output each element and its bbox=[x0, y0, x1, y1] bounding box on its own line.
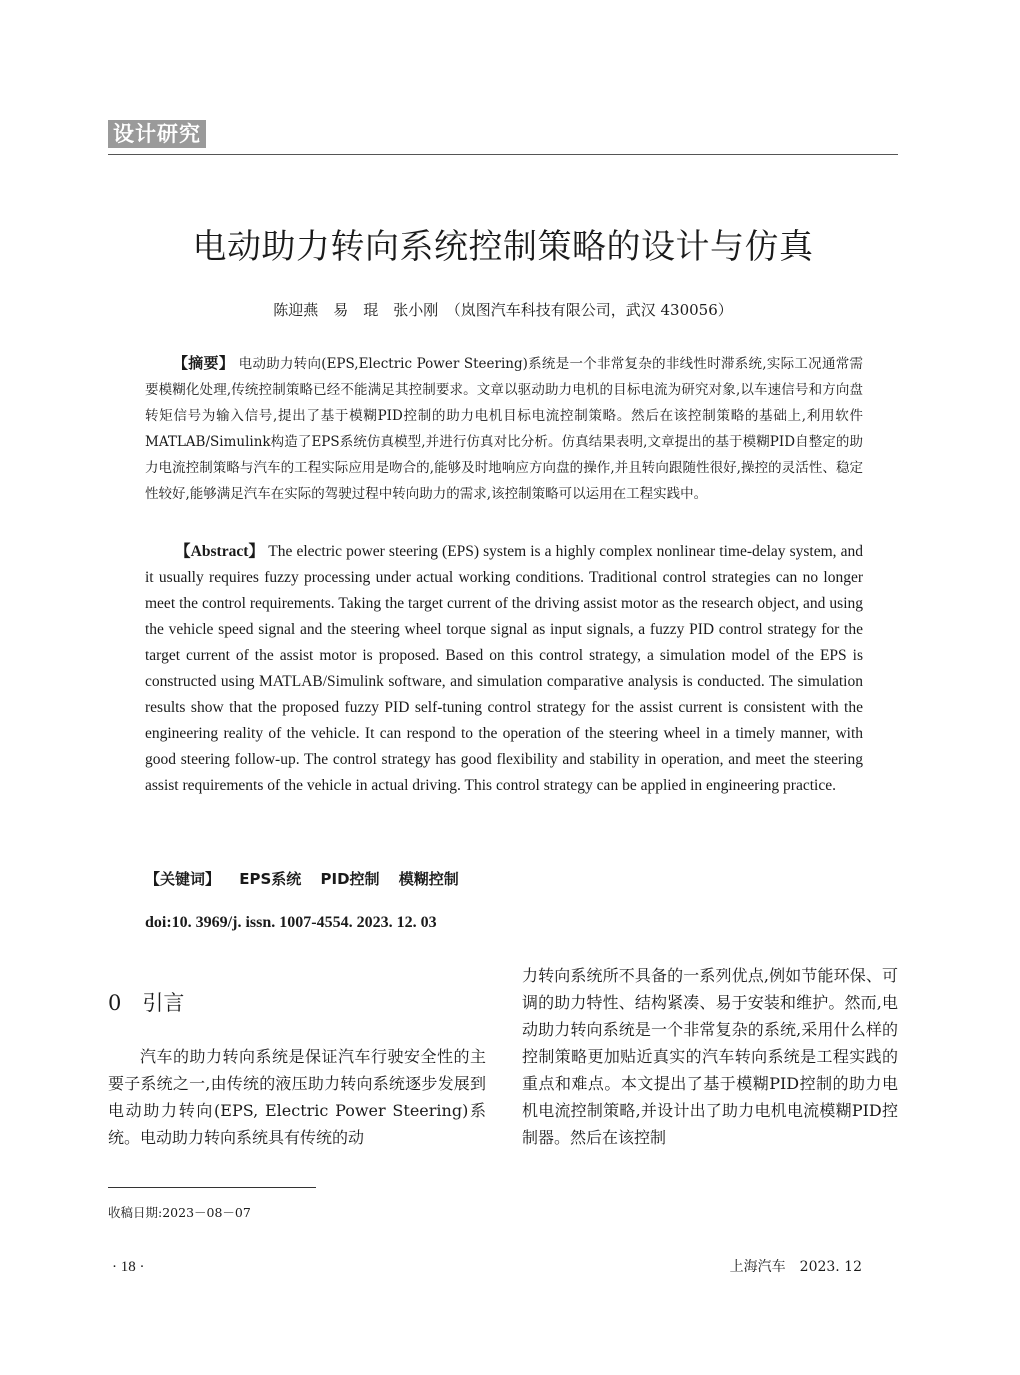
page-number: · 18 · bbox=[112, 1259, 145, 1275]
keyword-item: EPS系统 bbox=[239, 870, 302, 888]
keywords bbox=[145, 867, 459, 891]
abstract-cn-label: 【摘要】 bbox=[173, 354, 235, 372]
section-tag: 设计研究 bbox=[108, 120, 206, 148]
doi: doi:10. 3969/j. issn. 1007-4554. 2023. 12. 03 bbox=[145, 914, 437, 931]
abstract-cn-text: 电动助力转向(EPS,Electric Power Steering)系统是一个非常复杂的非线性时滞系统,实际工况通常需要模糊化处理,传统控制策略已经不能满足其控制要求。文章以驱动助力电机的目标电流为研究对象,以车速信号和方向盘转矩信号为输入信号,提出了基于模糊PID控制的助力电机目标电流控制策略。然后在该控制策略的基础上,利用软件MATLAB/Simulink构造了EPS系统仿真模型,并进行仿真对比分析。仿真结果表明,文章提出的基于模糊PID自整定的助力电流控制策略与汽车的工程实际应用是吻合的,能够及时地响应方向盘的操作,并且转向跟随性很好,操控的灵活性、稳定性较好,能够满足汽车在实际的驾驶过程中转向助力的需求,该控制策略可以运用在工程实践中。 bbox=[145, 356, 863, 502]
journal-issue: 上海汽车 2023. 12 bbox=[729, 1259, 862, 1275]
abstract-chinese bbox=[145, 350, 863, 507]
section-heading: 0 引言 bbox=[108, 991, 185, 1015]
footnote-rule bbox=[108, 1187, 316, 1188]
abstract-en-text: The electric power steering (EPS) system is a highly complex nonlinear time-delay system, and it usually requires fuzzy processing under actual working conditions. Traditional control strategies can no longer meet the control requirements. Taking the target current of the driving assist motor as the research object, and using the vehicle speed signal and the steering wheel torque signal as input signals, a fuzzy PID control strategy for the target current of the assist motor is proposed. Based on this control strategy, a simulation model of the EPS is constructed using MATLAB/Simulink software, and simulation comparative analysis is conducted. The simulation results show that the proposed fuzzy PID self-tuning control strategy for the assist current is consistent with the engineering reality of the vehicle. It can respond to the operation of the steering wheel in a timely manner, with good steering follow-up. The control strategy has good flexibility and stability in operation, and meet the steering assist requirements of the vehicle in actual driving. This control strategy can be applied in engineering practice. bbox=[145, 543, 863, 794]
keyword-item: 模糊控制 bbox=[398, 870, 459, 888]
body-column-right: 力转向系统所不具备的一系列优点,例如节能环保、可调的助力特性、结构紧凑、易于安装和维护。然而,电动助力转向系统是一个非常复杂的系统,采用什么样的控制策略更加贴近真实的汽车转向系统是工程实践的重点和难点。本文提出了基于模糊PID控制的助力电机电流控制策略,并设计出了助力电机电流模糊PID控制器。然后在该控制 bbox=[522, 966, 898, 1147]
author-line: 陈迎燕 易 琨 张小刚 （岚图汽车科技有限公司，武汉 430056） bbox=[273, 301, 733, 319]
abstract-en-label: 【Abstract】 bbox=[175, 543, 265, 560]
keyword-item: PID控制 bbox=[320, 870, 380, 888]
body-column-left: 汽车的助力转向系统是保证汽车行驶安全性的主要子系统之一,由传统的液压助力转向系统逐步发展到电动助力转向(EPS, Electric Power Steering)系统。电动助力转向系统具有传统的动 bbox=[108, 1047, 486, 1147]
abstract-english bbox=[145, 539, 863, 799]
article-title: 电动助力转向系统控制策略的设计与仿真 bbox=[192, 227, 814, 267]
received-date: 收稿日期:2023－08－07 bbox=[108, 1205, 251, 1220]
keywords-label: 【关键词】 bbox=[145, 870, 221, 888]
header-rule bbox=[108, 154, 898, 155]
